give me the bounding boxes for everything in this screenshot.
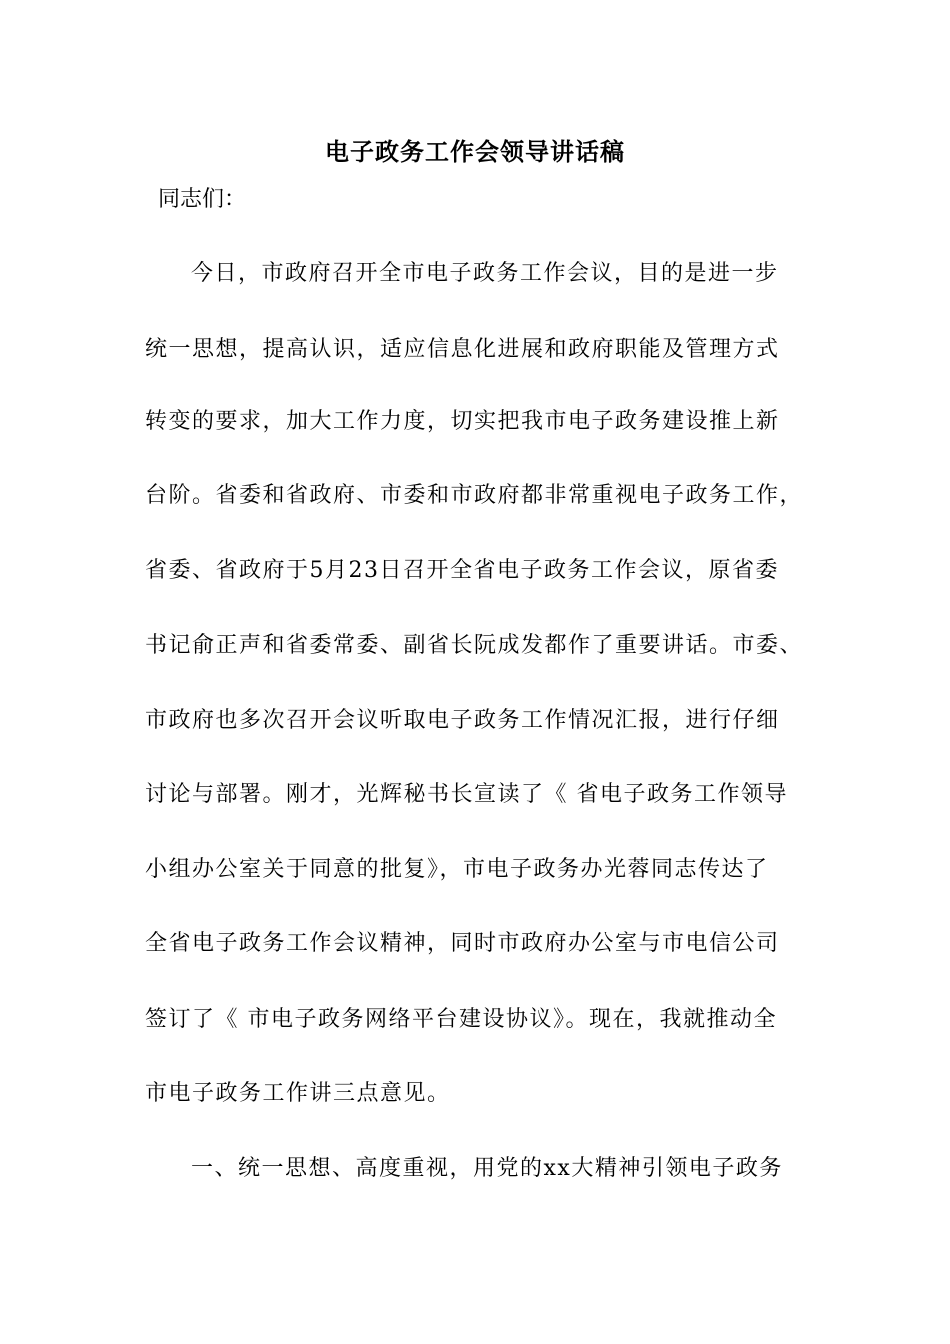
paragraph-line: 小组办公室关于同意的批复》，市电子政务办光蓉同志传达了 xyxy=(145,857,769,882)
paragraph-line: 讨论与部署。刚才，光辉秘书长宣读了《 省电子政务工作领导 xyxy=(145,782,788,807)
section-heading-line: 一、统一思想、高度重视，用党的xx大精神引领电子政务 xyxy=(191,1156,783,1181)
document-title: 电子政务工作会领导讲话稿 xyxy=(325,137,625,166)
paragraph-line: 今日，市政府召开全市电子政务工作会议，目的是进一步 xyxy=(191,261,779,286)
paragraph-line: 转变的要求，加大工作力度，切实把我市电子政务建设推上新 xyxy=(145,409,780,434)
paragraph-line: 签订了《 市电子政务网络平台建设协议》。现在，我就推动全 xyxy=(145,1007,777,1032)
paragraph-line: 省委、省政府于5月23日召开全省电子政务工作会议，原省委 xyxy=(145,558,779,583)
paragraph-line: 市电子政务工作讲三点意见。 xyxy=(145,1081,451,1106)
paragraph-line: 台阶。省委和省政府、市委和市政府都非常重视电子政务工作， xyxy=(145,483,804,508)
salutation: 同志们： xyxy=(158,187,247,212)
paragraph-line: 统一思想，提高认识，适应信息化进展和政府职能及管理方式 xyxy=(145,337,780,362)
paragraph-line: 市政府也多次召开会议听取电子政务工作情况汇报，进行仔细 xyxy=(145,708,780,733)
paragraph-line: 书记俞正声和省委常委、副省长阮成发都作了重要讲话。市委、 xyxy=(145,633,804,658)
paragraph-line: 全省电子政务工作会议精神，同时市政府办公室与市电信公司 xyxy=(145,931,780,956)
